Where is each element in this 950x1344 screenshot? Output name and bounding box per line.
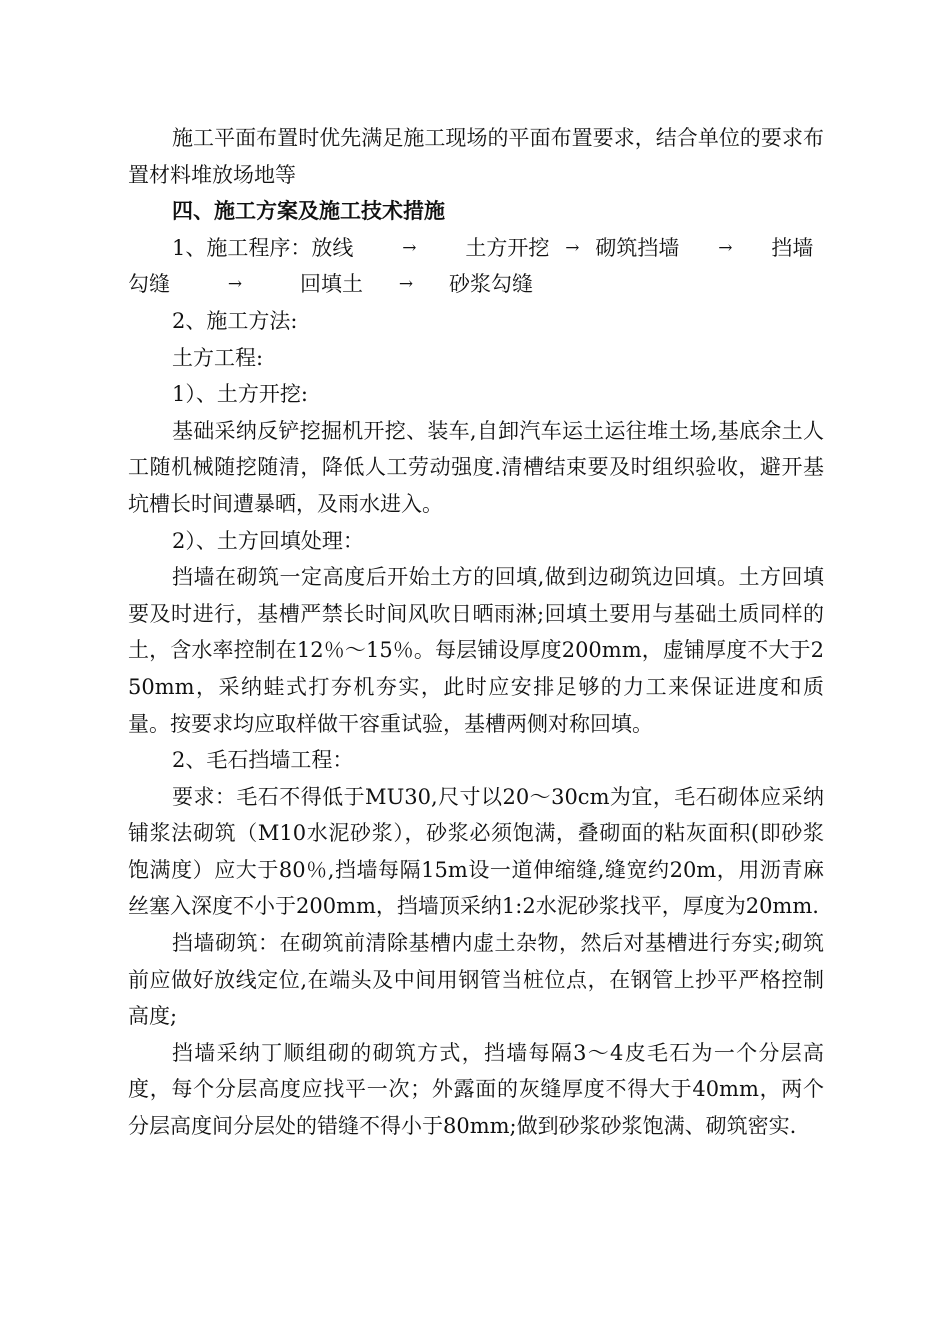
arrow-icon: → [718,237,733,258]
paragraph-site-layout: 施工平面布置时优先满足施工现场的平面布置要求，结合单位的要求布置材料堆放场地等 [128,126,824,187]
method-title: 2、施工方法: [172,308,298,333]
excavation-title: 1）、土方开挖: [172,382,308,407]
section-heading-4: 四、施工方案及施工技术措施 [172,198,445,224]
wall-masonry-text: 挡墙砌筑：在砌筑前清除基槽内虚土杂物，然后对基槽进行夯实;砌筑前应做好放线定位,在端头及中间用钢管当桩位点，在钢管上抄平严格控制高度; [128,931,824,1029]
process-step-3: 砌筑挡墙 [595,235,680,260]
backfill-title: 2）、土方回填处理： [172,528,364,553]
backfill-text: 挡墙在砌筑一定高度后开始土方的回填,做到边砌筑边回填。土方回填要及时进行，基槽严禁长时间风吹日晒雨淋;回填土要用与基础土质同样的土，含水率控制在12％～15％。每层铺设厚度200mm，虚铺厚度不大于250mm，采纳蛙式打夯机夯实，此时应安排足够的力工来保证进度和质量。按要求均应取样做干容重试验，基槽两侧对称回填。 [128,565,824,736]
process-label: 1、施工程序： [172,235,312,260]
process-flow-line-1 [128,230,824,267]
process-step-6: 砂浆勾缝 [449,272,533,297]
process-step-2: 土方开挖 [465,235,550,260]
document-page [128,120,824,1145]
process-step-1: 放线 [311,235,354,260]
earthwork-title: 土方工程: [172,345,264,370]
stone-wall-title: 2、毛石挡墙工程： [172,748,354,773]
arrow-icon: → [565,237,580,258]
process-step-5: 回填土 [300,272,363,297]
arrow-icon: → [402,237,417,258]
stone-wall-requirements: 要求：毛石不得低于MU30,尺寸以20～30cm为宜，毛石砌体应采纳铺浆法砌筑（M10水泥砂浆），砂浆必须饱满，叠砌面的粘灰面积(即砂浆饱满度）应大于80％,挡墙每隔15m设一道伸缩缝,缝宽约20m，用沥青麻丝塞入深度不小于200mm，挡墙顶采纳1:2水泥砂浆找平，厚度为20mm. [128,784,824,919]
process-step-4b: 勾缝 [128,272,170,297]
process-step-4a: 挡墙 [771,235,814,260]
process-flow-line-2 [128,266,824,303]
arrow-icon: → [398,274,414,295]
construction-process [128,230,824,303]
wall-layering-text: 挡墙采纳丁顺组砌的砌筑方式，挡墙每隔3～4皮毛石为一个分层高度，每个分层高度应找平一次；外露面的灰缝厚度不得大于40mm，两个分层高度间分层处的错缝不得小于80mm;做到砂浆砂浆饱满、砌筑密实. [128,1040,824,1139]
arrow-icon: → [227,274,243,295]
excavation-text: 基础采纳反铲挖掘机开挖、装车,自卸汽车运土运往堆土场,基底余土人工随机械随挖随清，降低人工劳动强度.清槽结束要及时组织验收，避开基坑槽长时间遭暴晒，及雨水进入。 [128,418,824,516]
